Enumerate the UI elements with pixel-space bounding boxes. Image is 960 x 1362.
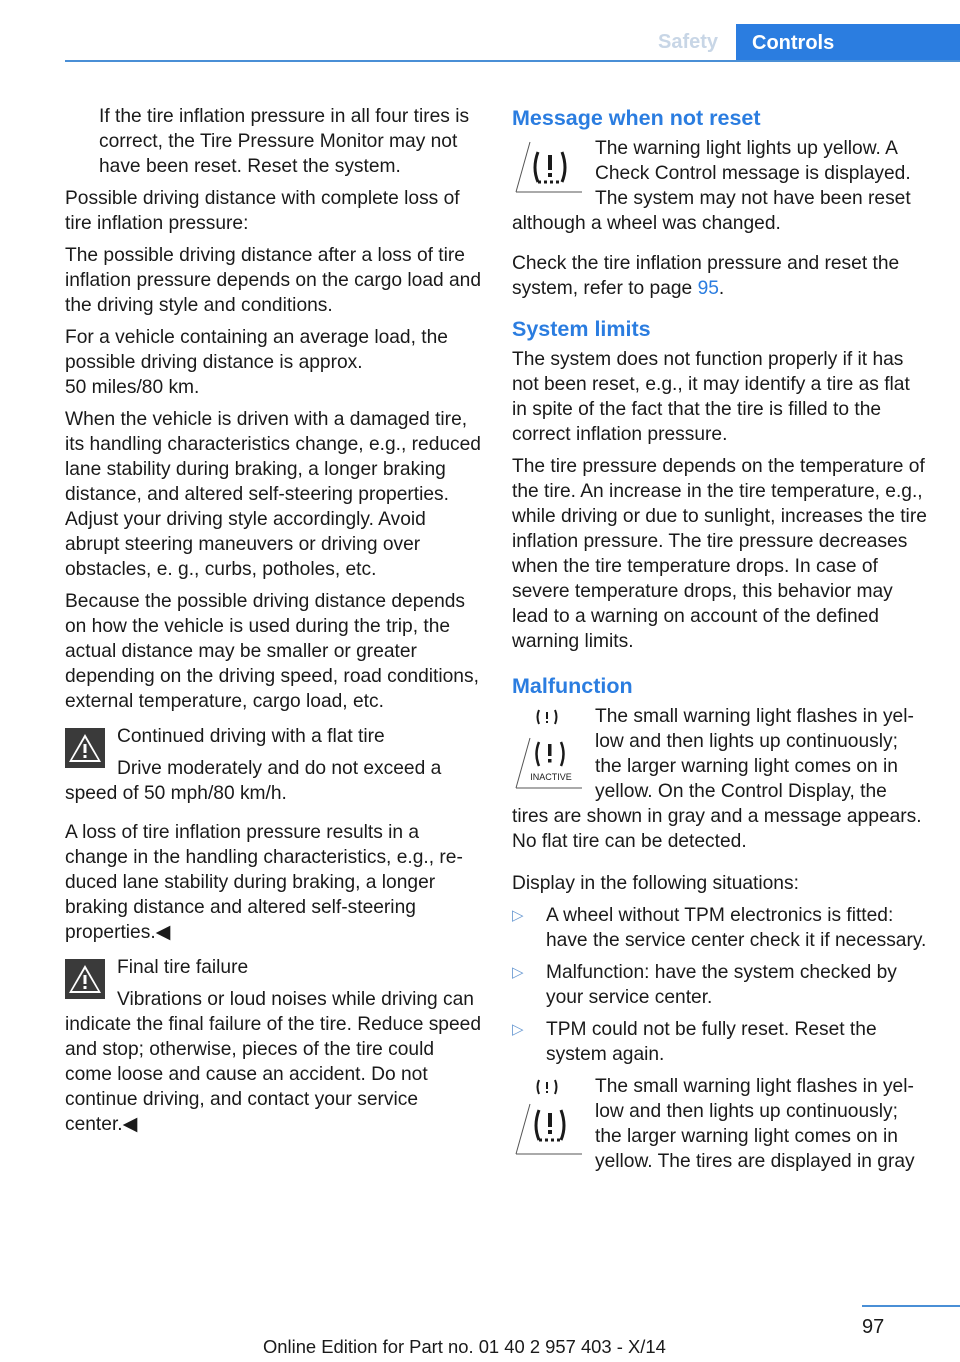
triangle-bullet-icon: ▷ (512, 1021, 524, 1038)
heading-malfunction: Malfunction (512, 674, 633, 698)
warning-triangle-icon (65, 959, 105, 999)
warning-final-failure-title: Final tire failure (117, 957, 249, 978)
malfunction-description: The small warning light flashes in yellow and then lights up continuously; the larger warning light comes on in yellow. On the Control Display, the tires are shown in gray and a message appears. No flat tire can be detected. (512, 706, 922, 852)
actual-distance-paragraph: Because the possible driving distance depends on how the vehicle is used during the trip, the actual distance may be smaller or greater depending on the driving speed, road conditions, external temperature, cargo load, etc. (65, 591, 479, 712)
section-tab-safety: Safety (657, 30, 719, 53)
system-limits-paragraph-1: The system does not function properly if it has not been reset, e.g., it may identify a tire as flat in spite of the fact that the tire is filled to the correct inflation pressure. (512, 349, 910, 445)
system-limits-paragraph-2: The tire pressure depends on the temperature of the tire. An increase in the tire temperature, e.g., while driving or due to sunlight, increases the tire inflation pressure. The tire pressure decreases when the tire temperature drops. In case of severe temperature drops, this behavior may lead to a warning on account of the defined warning limits. (512, 456, 927, 652)
heading-system-limits: System limits (512, 317, 651, 341)
footer-rule (862, 1305, 960, 1307)
warning-final-failure-body: Vibrations or loud noises while driving can indicate the final failure of the tire. Reduce speed and stop; otherwise, pieces of the tire could come loose and cause an accident. Do not continue driving, and contact your service center.◀ (65, 989, 481, 1135)
warning-flat-tire (65, 724, 483, 813)
average-load-text: For a vehicle containing an average load, the possible driving distance is approx. (65, 327, 448, 373)
message-not-reset-text: The warning light lights up yellow. A Check Control message is displayed. The system may not have been reset although a wheel was changed. (512, 138, 911, 234)
tpm-inactive-warning-lights-icon (512, 706, 584, 790)
malfunction-block (512, 704, 928, 861)
malfunction-description-2: The small warning light flashes in yellow and then lights up continuously; the larger warning light comes on in yellow. The tires are displayed in gray (595, 1076, 915, 1172)
damaged-tire-paragraph: When the vehicle is driven with a damaged tire, its handling characteristics change, e.g., reduced lane stability during braking, a longer braking distance, and altered self-steering properties. Adjust your driving style accordingly. Avoid abrupt steering maneuvers or driving over obstacles, e. g., curbs, potholes, etc. (65, 409, 481, 580)
header-rule (65, 60, 960, 62)
triangle-bullet-icon: ▷ (512, 907, 524, 924)
display-situations-intro: Display in the following situations: (512, 873, 799, 894)
driving-distance-intro: Possible driving distance with complete loss of tire inflation pressure: (65, 188, 460, 234)
tire-pressure-warning-light-icon (512, 138, 584, 194)
reset-note: If the tire inflation pressure in all four tires is correct, the Tire Pressure Monitor may not have been reset. Reset the system. (99, 106, 470, 177)
message-not-reset-block (512, 136, 928, 243)
average-load-value: 50 miles/80 km. (65, 377, 200, 398)
malfunction-block-2 (512, 1074, 928, 1181)
page-number: 97 (862, 1316, 885, 1338)
driving-distance-dependency: The possible driving distance after a loss of tire inflation pressure depends on the cargo load and the driving style and conditions. (65, 245, 482, 316)
tpm-warning-lights-icon (512, 1076, 584, 1156)
average-load-distance (65, 325, 483, 400)
page-reference-link[interactable]: 95 (697, 278, 719, 299)
inactive-label: INACTIVE (530, 772, 572, 782)
list-item: ▷ Malfunction: have the system checked by your service center. (512, 962, 897, 1008)
heading-message-not-reset: Message when not reset (512, 106, 761, 130)
warning-triangle-icon (65, 728, 105, 768)
triangle-bullet-icon: ▷ (512, 964, 524, 981)
left-column (65, 104, 483, 1151)
warning-flat-tire-body: Drive moderately and do not exceed a speed of 50 mph/80 km/h. (65, 758, 442, 804)
check-pressure-paragraph: Check the tire inflation pressure and reset the system, refer to page 95. (512, 253, 900, 299)
warning-flat-tire-title: Continued driving with a flat tire (117, 726, 385, 747)
list-item: ▷ A wheel without TPM electronics is fitted: have the service center check it if necessary. (512, 905, 927, 951)
right-column (512, 104, 928, 1181)
handling-change-paragraph: A loss of tire inflation pressure results in a change in the handling characteristics, e.g., reduced lane stability during braking, a longer braking distance and altered self-steering properties.◀ (65, 822, 463, 943)
warning-final-failure (65, 955, 483, 1144)
chapter-tab-controls: Controls (736, 24, 960, 62)
edition-footer: Online Edition for Part no. 01 40 2 957 403 - X/14 (263, 1336, 666, 1357)
list-item: ▷ TPM could not be fully reset. Reset the system again. (512, 1019, 877, 1065)
situations-list (512, 903, 928, 1067)
